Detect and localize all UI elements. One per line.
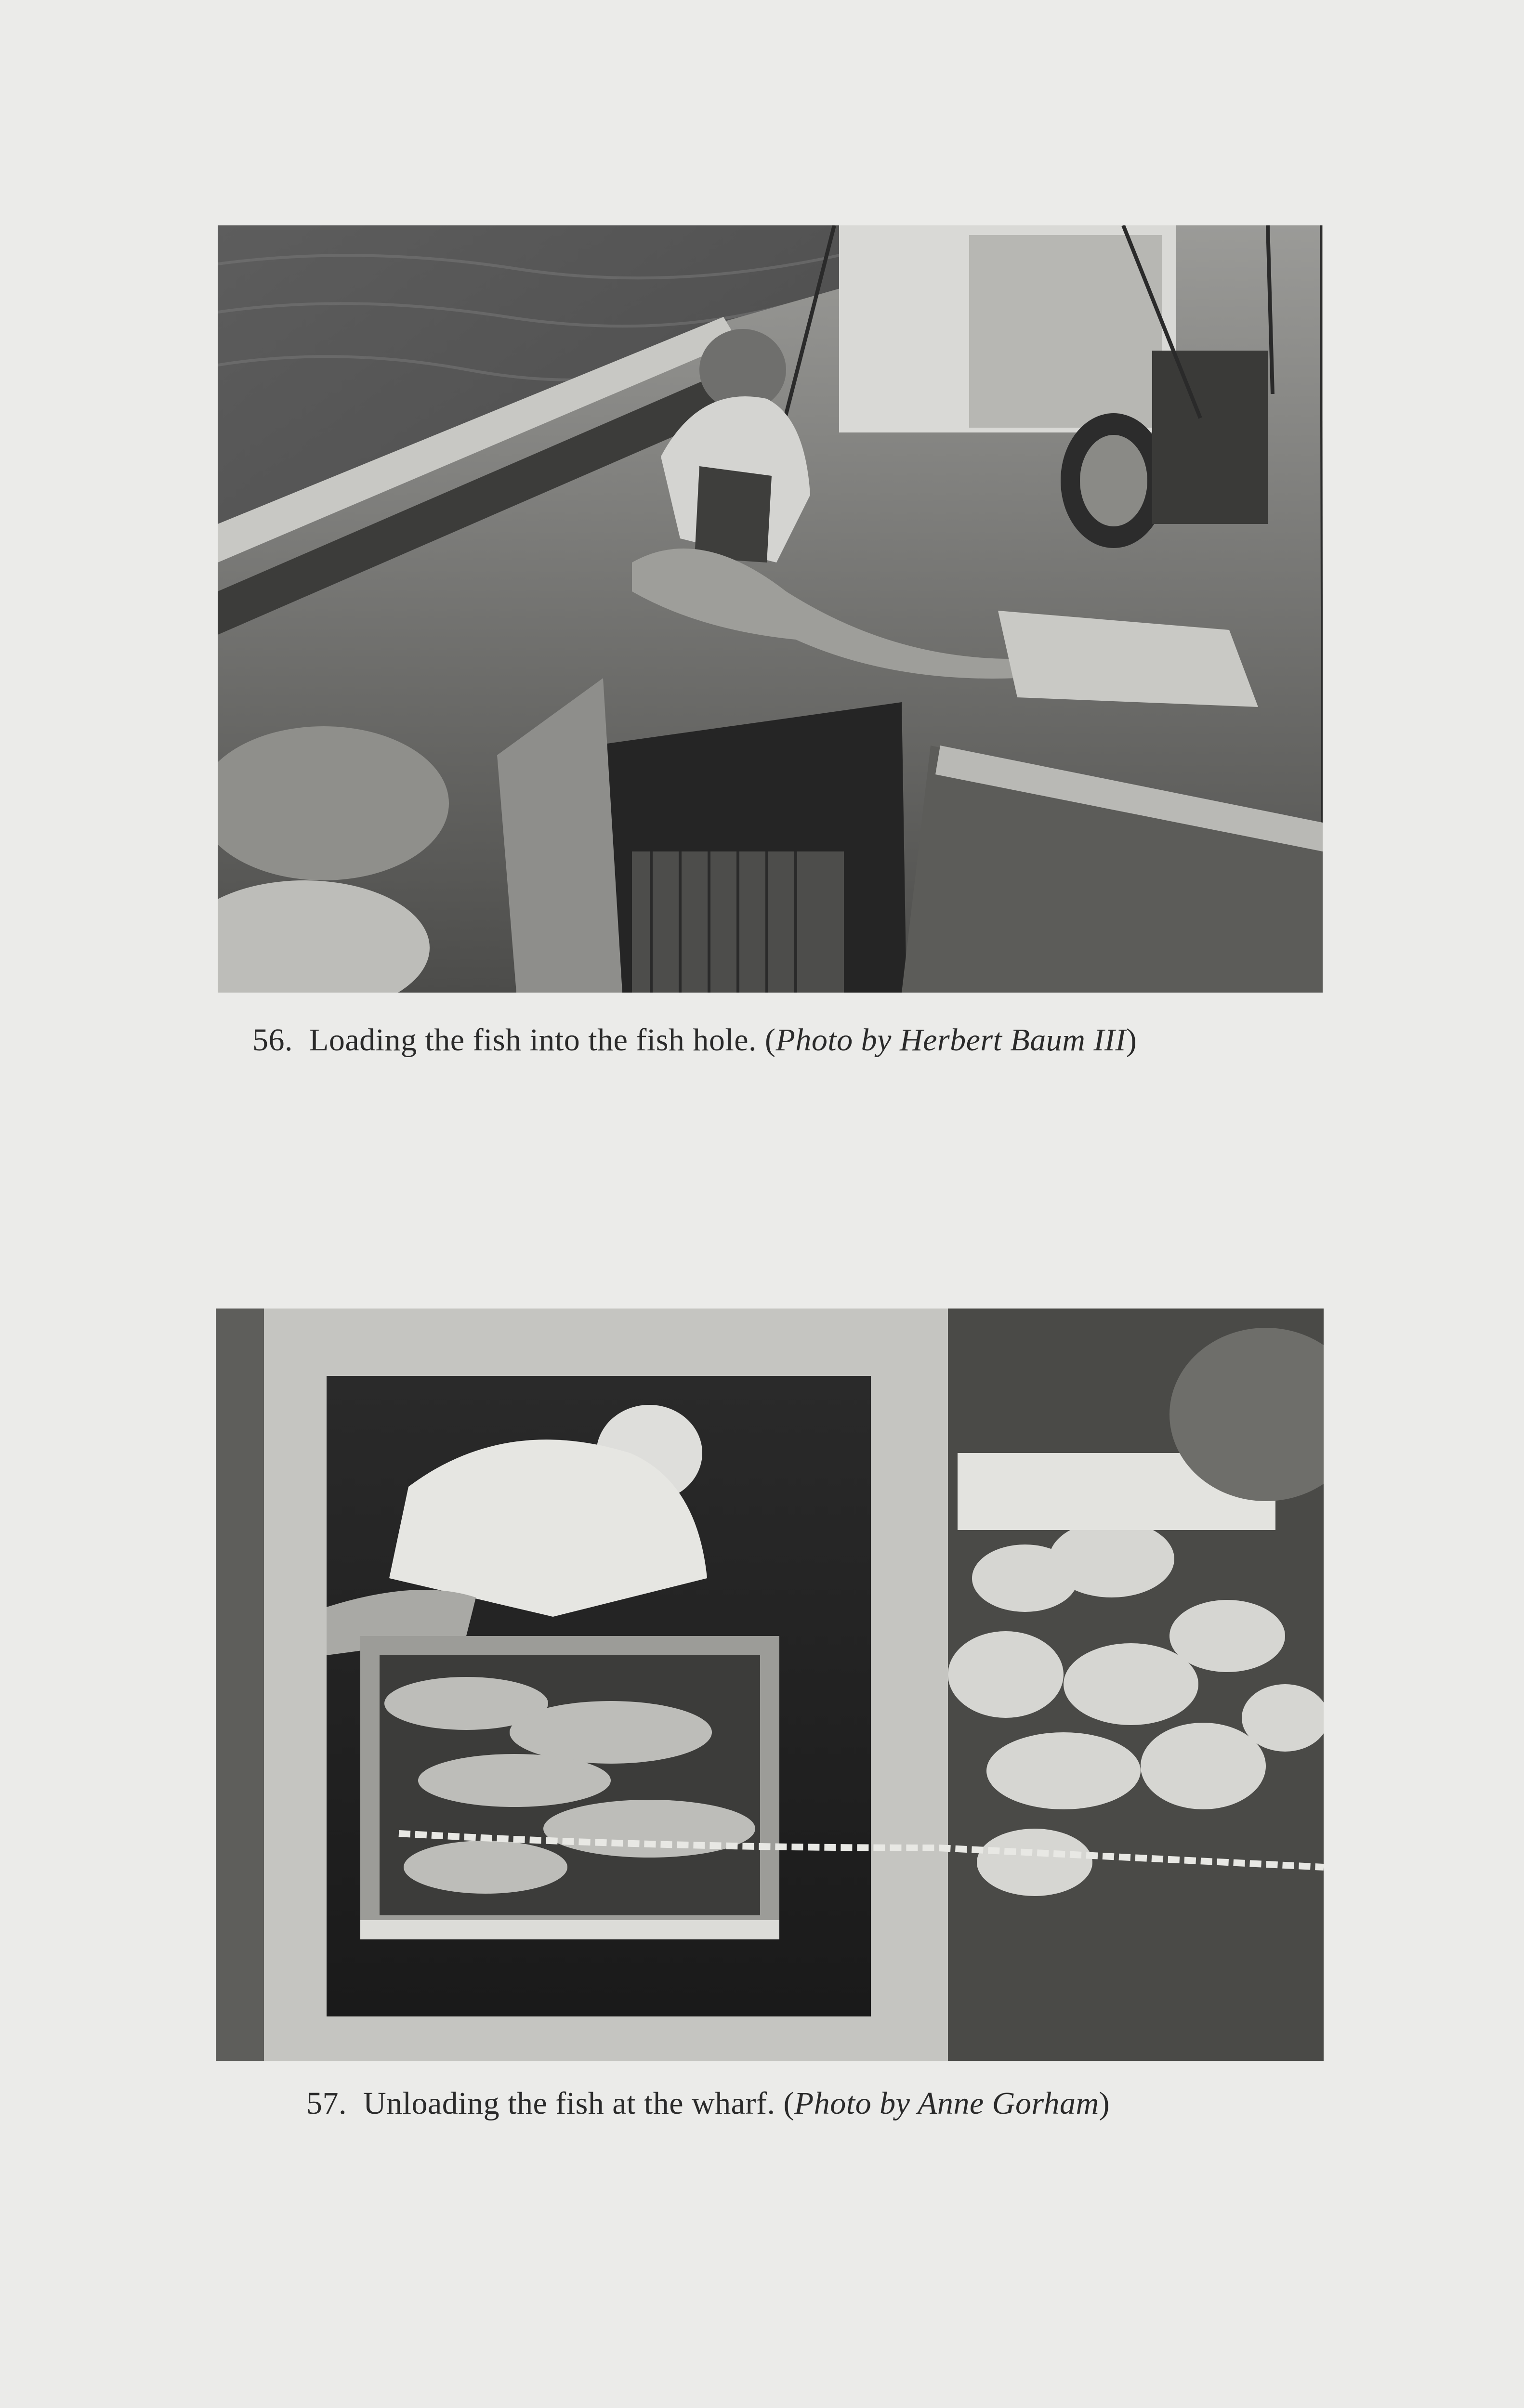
- photo-credit: Photo by Herbert Baum III: [775, 1022, 1126, 1058]
- figure-caption-57: 57. Unloading the fish at the wharf. (Photo by Anne Gorham): [306, 2086, 1110, 2121]
- caption-text: Loading the fish into the fish hole.: [309, 1022, 757, 1058]
- photo-unloading-fish: [216, 1309, 1324, 2061]
- figure-number: 56.: [252, 1022, 293, 1058]
- photo-credit: Photo by Anne Gorham: [794, 2086, 1099, 2121]
- caption-text: Unloading the fish at the wharf.: [363, 2086, 775, 2121]
- photo-57-image: [216, 1309, 1324, 2061]
- photo-56-image: [218, 225, 1323, 993]
- figure-caption-56: 56. Loading the fish into the fish hole. (Photo by Herbert Baum III): [252, 1022, 1137, 1058]
- figure-number: 57.: [306, 2086, 347, 2121]
- photo-loading-fish: [218, 225, 1323, 993]
